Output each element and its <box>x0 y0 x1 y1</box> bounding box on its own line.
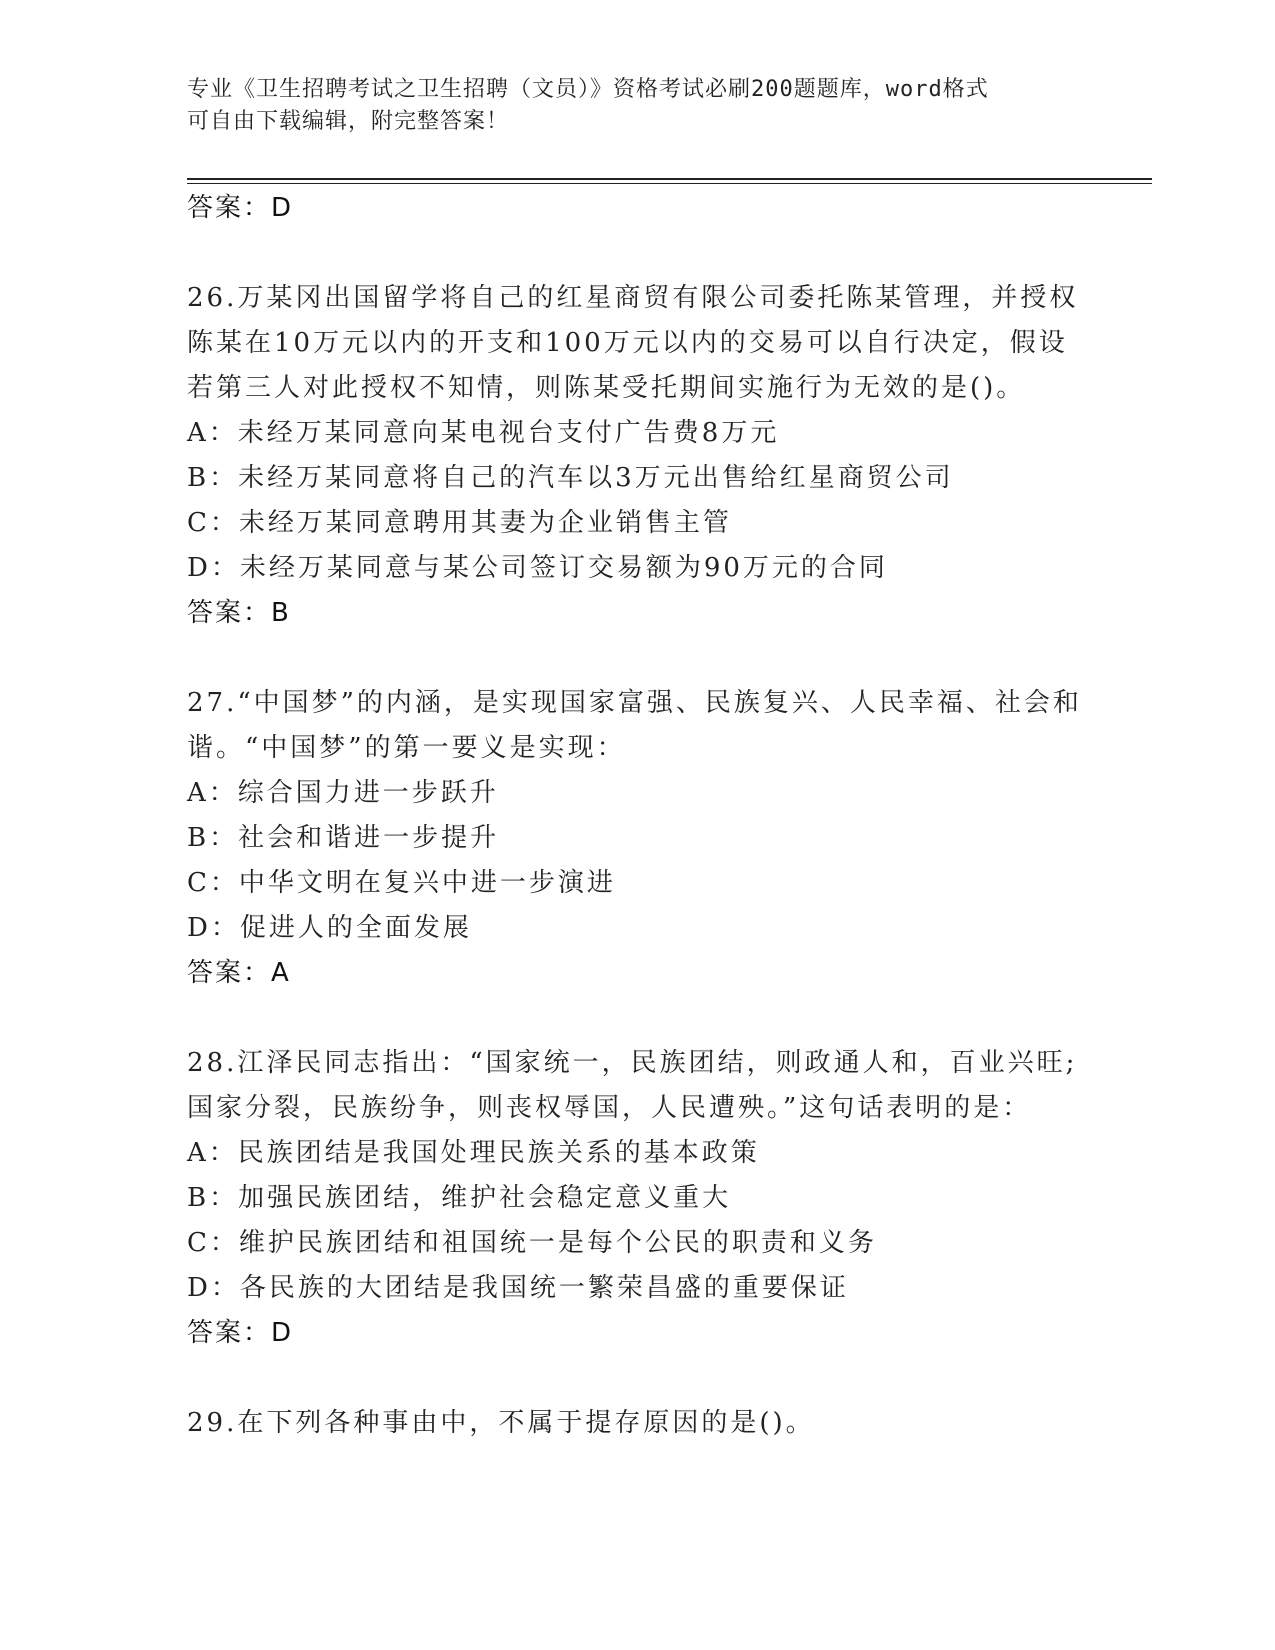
answer-line: 答案：D <box>187 1318 294 1348</box>
option-a: A：民族团结是我国处理民族关系的基本政策 <box>187 1138 760 1168</box>
answer-line: 答案：B <box>187 598 291 628</box>
header-divider-thick <box>187 178 1152 180</box>
option-a: A：综合国力进一步跃升 <box>187 778 499 808</box>
document-body <box>187 186 1087 1446</box>
option-b: B：加强民族团结，维护社会稳定意义重大 <box>187 1183 732 1213</box>
option-b: B：未经万某同意将自己的汽车以3万元出售给红星商贸公司 <box>187 463 954 493</box>
question-stem: 28.江泽民同志指出：“国家统一，民族团结，则政通人和，百业兴旺;国家分裂，民族纷争，则丧权辱国，人民遭殃。”这句话表明的是： <box>187 1048 1078 1123</box>
question-stem: 29.在下列各种事由中，不属于提存原因的是()。 <box>187 1408 815 1438</box>
header-line-1: 专业《卫生招聘考试之卫生招聘（文员）》资格考试必刷200题题库，word格式 <box>187 77 989 102</box>
option-c: C：未经万某同意聘用其妻为企业销售主管 <box>187 508 732 538</box>
answer-line: 答案：A <box>187 958 291 988</box>
header-line-2: 可自由下载编辑，附完整答案！ <box>187 109 510 134</box>
question-stem: 26.万某冈出国留学将自己的红星商贸有限公司委托陈某管理，并授权陈某在10万元以内的开支和100万元以内的交易可以自行决定，假设若第三人对此授权不知情，则陈某受托期间实施行为无效的是()。 <box>187 283 1079 403</box>
document-header <box>187 74 1067 138</box>
option-c: C：中华文明在复兴中进一步演进 <box>187 868 616 898</box>
question-stem: 27.“中国梦”的内涵，是实现国家富强、民族复兴、人民幸福、社会和谐。“中国梦”的第一要义是实现： <box>187 688 1082 763</box>
option-d: D：未经万某同意与某公司签订交易额为90万元的合同 <box>187 553 888 583</box>
option-d: D：促进人的全面发展 <box>187 913 472 943</box>
question-29 <box>187 1401 1087 1446</box>
option-a: A：未经万某同意向某电视台支付广告费8万元 <box>187 418 780 448</box>
option-d: D：各民族的大团结是我国统一繁荣昌盛的重要保证 <box>187 1273 849 1303</box>
option-b: B：社会和谐进一步提升 <box>187 823 500 853</box>
previous-answer: 答案：D <box>187 193 294 223</box>
question-28 <box>187 1041 1087 1356</box>
option-c: C：维护民族团结和祖国统一是每个公民的职责和义务 <box>187 1228 877 1258</box>
header-divider-thin <box>187 183 1152 184</box>
question-27 <box>187 681 1087 996</box>
question-26 <box>187 276 1087 636</box>
